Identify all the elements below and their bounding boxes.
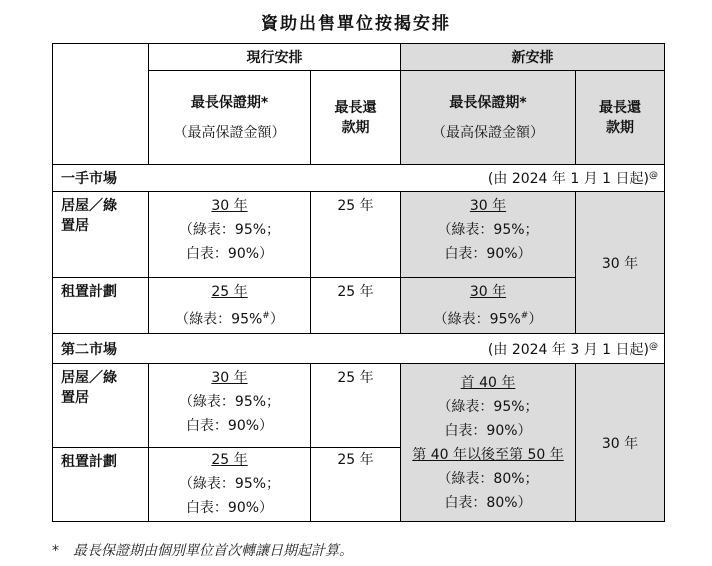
section-title: 一手市場 (61, 171, 117, 187)
first-hos-new: 30 年 （綠表：95%； 白表：90%） (401, 192, 576, 278)
row-label-hos: 居屋／綠置居 (53, 192, 149, 278)
section-first-market (53, 165, 665, 192)
section-title: 第二市場 (61, 341, 117, 358)
row-label-tps: 租置計劃 (53, 448, 149, 522)
footnote: * 最長保證期由個別單位首次轉讓日期起計算。 (52, 543, 353, 559)
second-tps-current-repay: 25 年 (311, 448, 401, 522)
second-hos-current-repay: 25 年 (311, 364, 401, 448)
page-title: 資助出售單位按揭安排 (261, 14, 451, 34)
header-blank (53, 44, 149, 165)
header-current: 現行安排 (149, 44, 401, 71)
second-tps-current: 25 年 （綠表：95%； 白表：90%） (149, 448, 311, 522)
section-date-note: (由 2024 年 1 月 1 日起)@ (487, 170, 658, 187)
guarantee-label: 最長保證期* (190, 94, 269, 111)
first-new-repay: 30 年 (576, 192, 665, 334)
repay-label: 最長還款期 (334, 99, 377, 136)
header-new: 新安排 (401, 44, 665, 71)
section-date-note: (由 2024 年 3 月 1 日起)@ (487, 341, 658, 358)
header-new-repay (576, 71, 665, 165)
second-new-repay: 30 年 (576, 364, 665, 522)
section-second-market (53, 334, 665, 364)
second-hos-current: 30 年 （綠表：95%； 白表：90%） (149, 364, 311, 448)
header-current-guarantee (149, 71, 311, 165)
first-tps-current-repay: 25 年 (311, 278, 401, 334)
guarantee-sub: （最高保證金額） (173, 124, 286, 141)
guarantee-sub: （最高保證金額） (432, 124, 544, 141)
row-label-hos: 居屋／綠置居 (53, 364, 149, 448)
repay-label: 最長還款期 (599, 99, 641, 136)
first-hos-current: 30 年 （綠表：95%； 白表：90%） (149, 192, 311, 278)
header-new-guarantee (401, 71, 576, 165)
guarantee-label: 最長保證期* (449, 94, 527, 111)
first-tps-new: 30 年 （綠表：95%#） (401, 278, 576, 334)
second-new-guarantee: 首 40 年 （綠表：95%； 白表：90%） 第 40 年以後至第 50 年 （綠表：80%； 白表：80%） (401, 364, 576, 522)
first-hos-current-repay: 25 年 (311, 192, 401, 278)
mortgage-table (52, 43, 665, 522)
first-tps-current: 25 年 （綠表：95%#） (149, 278, 311, 334)
row-label-tps: 租置計劃 (53, 278, 149, 334)
header-current-repay (311, 71, 401, 165)
